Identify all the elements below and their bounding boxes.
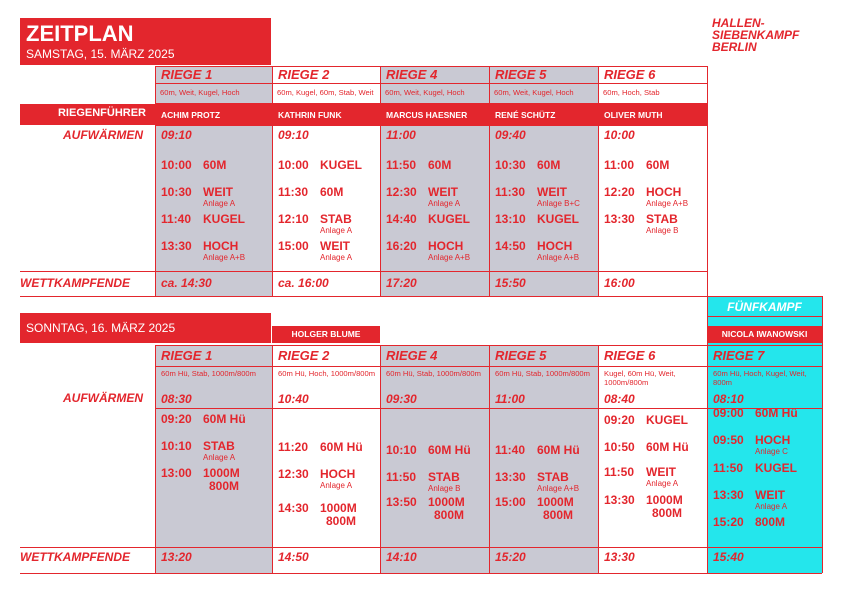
event-discipline: WEIT bbox=[203, 185, 233, 199]
schedule-event bbox=[386, 213, 470, 226]
sunday-leader-right: NICOLA IWANOWSKI bbox=[721, 329, 808, 339]
schedule-event bbox=[278, 502, 357, 528]
event-discipline: WEIT bbox=[646, 465, 676, 479]
event-time: 13:30 bbox=[604, 212, 635, 226]
event-discipline: KUGEL bbox=[320, 158, 362, 172]
riege-disciplines: 60m Hü, Stab, 1000m/800m bbox=[495, 369, 590, 378]
schedule-event bbox=[278, 186, 343, 199]
event-discipline: 60M Hü bbox=[537, 443, 580, 457]
riege-name: RIEGE 1 bbox=[161, 67, 213, 82]
event-discipline-block bbox=[646, 494, 683, 520]
schedule-event bbox=[604, 159, 669, 172]
schedule-event bbox=[495, 240, 579, 262]
event-discipline: 1000M bbox=[646, 493, 683, 507]
logo-line-1: HALLEN- bbox=[712, 16, 765, 30]
grid-line bbox=[155, 83, 707, 84]
event-time: 10:10 bbox=[161, 439, 192, 453]
event-discipline: WEIT bbox=[428, 185, 458, 199]
warmup-time: 08:10 bbox=[713, 392, 744, 406]
event-discipline: KUGEL bbox=[755, 461, 797, 475]
schedule-event bbox=[604, 441, 689, 454]
event-time: 11:40 bbox=[161, 212, 192, 226]
event-venue: Anlage A bbox=[320, 253, 353, 262]
grid-line bbox=[155, 66, 156, 296]
riege-name: RIEGE 4 bbox=[386, 348, 438, 363]
event-discipline-block bbox=[428, 444, 471, 457]
event-time: 13:30 bbox=[604, 493, 635, 507]
event-venue: Anlage A bbox=[203, 199, 236, 208]
grid-line bbox=[155, 345, 156, 573]
grey-column-bg bbox=[489, 345, 598, 573]
riege-name: RIEGE 7 bbox=[713, 348, 765, 363]
schedule-event bbox=[713, 489, 787, 511]
riege-disciplines: Kugel, 60m Hü, Weit, 1000m/800m bbox=[604, 369, 676, 387]
schedule-event bbox=[713, 462, 797, 475]
schedule-event bbox=[713, 407, 798, 420]
schedule-event bbox=[604, 466, 678, 488]
riege-name: RIEGE 6 bbox=[604, 67, 656, 82]
event-venue: Anlage A+B bbox=[428, 253, 471, 262]
saturday-date: SAMSTAG, 15. MÄRZ 2025 bbox=[26, 47, 175, 61]
schedule-event bbox=[386, 186, 460, 208]
event-venue: Anlage B+C bbox=[537, 199, 580, 208]
riege-name: RIEGE 5 bbox=[495, 348, 547, 363]
event-discipline-block bbox=[646, 466, 676, 479]
sunday-leader-box bbox=[272, 326, 380, 343]
schedule-event bbox=[161, 440, 235, 462]
schedule-event bbox=[161, 240, 245, 262]
event-discipline: WEIT bbox=[320, 239, 350, 253]
event-time: 14:40 bbox=[386, 212, 417, 226]
event-time: 11:50 bbox=[386, 158, 417, 172]
event-discipline-block bbox=[320, 502, 357, 528]
schedule-event bbox=[713, 434, 790, 456]
grid-line bbox=[380, 345, 381, 573]
event-time: 12:20 bbox=[604, 185, 635, 199]
grid-line bbox=[272, 66, 273, 296]
event-discipline: HOCH bbox=[428, 239, 464, 253]
grid-line bbox=[489, 345, 490, 573]
grid-line bbox=[155, 125, 707, 126]
event-discipline-block bbox=[646, 414, 688, 427]
riege-disciplines: 60m Hü, Stab, 1000m/800m bbox=[161, 369, 256, 378]
event-discipline: KUGEL bbox=[203, 212, 245, 226]
schedule-event bbox=[161, 413, 246, 426]
schedule-event bbox=[604, 186, 688, 208]
event-discipline: HOCH bbox=[203, 239, 239, 253]
schedule-event bbox=[495, 444, 580, 457]
event-discipline-block bbox=[755, 462, 797, 475]
event-discipline: 60M Hü bbox=[755, 406, 798, 420]
event-discipline: WEIT bbox=[755, 488, 785, 502]
warmup-time: 11:00 bbox=[386, 128, 416, 142]
schedule-event bbox=[604, 494, 683, 520]
logo-line-2: SIEBENKAMPF bbox=[712, 28, 800, 42]
schedule-event bbox=[495, 213, 579, 226]
end-time: ca. 16:00 bbox=[278, 276, 329, 290]
event-venue: Anlage A bbox=[203, 453, 236, 462]
riege-name: RIEGE 6 bbox=[604, 348, 656, 363]
event-time: 11:50 bbox=[386, 470, 417, 484]
fuenfkampf-label: FÜNFKAMPF bbox=[727, 300, 802, 314]
event-discipline: 60M bbox=[428, 158, 452, 172]
schedule-event bbox=[278, 441, 363, 454]
event-discipline: 60M bbox=[320, 185, 344, 199]
event-discipline: 60M bbox=[203, 158, 227, 172]
riege-name: RIEGE 4 bbox=[386, 67, 438, 82]
schedule-event bbox=[604, 414, 688, 427]
event-discipline-block bbox=[320, 468, 355, 481]
riege-leader: KATHRIN FUNK bbox=[278, 110, 342, 120]
grid-line bbox=[707, 66, 708, 296]
warmup-time: 11:00 bbox=[495, 392, 525, 406]
warmup-time: 09:10 bbox=[161, 128, 192, 142]
event-time: 16:20 bbox=[386, 239, 417, 253]
riege-disciplines: 60m, Weit, Kugel, Hoch bbox=[494, 88, 574, 97]
event-time: 11:20 bbox=[278, 440, 309, 454]
event-discipline: WEIT bbox=[537, 185, 567, 199]
sunday-date: SONNTAG, 16. MÄRZ 2025 bbox=[26, 321, 176, 335]
event-discipline: KUGEL bbox=[646, 413, 688, 427]
end-time: 16:00 bbox=[604, 276, 635, 290]
event-discipline-block bbox=[203, 440, 235, 453]
schedule-event bbox=[278, 159, 362, 172]
schedule-event bbox=[386, 240, 470, 262]
event-discipline-alt: 800M bbox=[434, 508, 465, 522]
sunday-date-banner bbox=[20, 313, 271, 343]
end-time: 17:20 bbox=[386, 276, 417, 290]
event-discipline-block bbox=[755, 516, 785, 529]
event-discipline: HOCH bbox=[320, 467, 356, 481]
schedule-event bbox=[161, 159, 226, 172]
riege-name: RIEGE 1 bbox=[161, 348, 213, 363]
end-time: 15:50 bbox=[495, 276, 526, 290]
warmup-row-label: AUFWÄRMEN bbox=[63, 128, 143, 142]
warmup-time: 10:40 bbox=[278, 392, 309, 406]
grid-line bbox=[155, 103, 707, 104]
event-discipline-block bbox=[537, 444, 580, 457]
schedule-event bbox=[161, 186, 235, 208]
event-time: 13:00 bbox=[161, 466, 192, 480]
event-venue: Anlage A bbox=[320, 481, 353, 490]
event-time: 09:20 bbox=[161, 412, 192, 426]
event-time: 13:30 bbox=[161, 239, 192, 253]
schedule-event bbox=[495, 186, 580, 208]
event-discipline-block bbox=[203, 467, 240, 493]
end-time: 13:30 bbox=[604, 550, 635, 564]
riege-name: RIEGE 2 bbox=[278, 67, 330, 82]
title-banner bbox=[20, 18, 271, 65]
schedule-event bbox=[495, 496, 574, 522]
event-venue: Anlage A+B bbox=[646, 199, 689, 208]
event-venue: Anlage A bbox=[646, 479, 679, 488]
event-discipline: 1000M bbox=[320, 501, 357, 515]
event-discipline-block bbox=[428, 471, 460, 484]
end-time: 13:20 bbox=[161, 550, 192, 564]
warmup-time: 10:00 bbox=[604, 128, 635, 142]
event-time: 11:30 bbox=[278, 185, 309, 199]
riege-disciplines: 60m Hü, Stab, 1000m/800m bbox=[386, 369, 481, 378]
event-discipline-block bbox=[755, 434, 790, 447]
event-discipline-block bbox=[755, 489, 785, 502]
event-discipline-block bbox=[537, 496, 574, 522]
event-logo bbox=[712, 17, 832, 53]
warmup-time: 09:40 bbox=[495, 128, 526, 142]
event-time: 11:00 bbox=[604, 158, 635, 172]
end-row-label: WETTKAMPFENDE bbox=[20, 276, 130, 290]
event-venue: Anlage A+B bbox=[203, 253, 246, 262]
event-discipline: STAB bbox=[646, 212, 678, 226]
event-time: 10:30 bbox=[495, 158, 526, 172]
event-time: 09:00 bbox=[713, 406, 744, 420]
event-discipline-block bbox=[428, 496, 465, 522]
grid-line bbox=[20, 296, 707, 297]
event-discipline-alt: 800M bbox=[652, 506, 683, 520]
riege-disciplines: 60m Hü, Hoch, Kugel, Weit, 800m bbox=[713, 369, 807, 387]
grid-line bbox=[20, 547, 822, 548]
event-discipline-alt: 800M bbox=[326, 514, 357, 528]
schedule-event bbox=[386, 496, 465, 522]
end-time: 14:50 bbox=[278, 550, 309, 564]
grid-line bbox=[489, 66, 490, 296]
riege-disciplines: 60m, Weit, Kugel, Hoch bbox=[160, 88, 240, 97]
event-time: 11:40 bbox=[495, 443, 526, 457]
warmup-row-label: AUFWÄRMEN bbox=[63, 391, 143, 405]
event-discipline-block bbox=[320, 441, 363, 454]
end-time: 15:40 bbox=[713, 550, 744, 564]
event-discipline-block bbox=[755, 407, 798, 420]
event-discipline: STAB bbox=[320, 212, 352, 226]
schedule-event bbox=[495, 159, 560, 172]
riege-name: RIEGE 2 bbox=[278, 348, 330, 363]
event-discipline: 60M Hü bbox=[428, 443, 471, 457]
riege-disciplines: 60m, Kugel, 60m, Stab, Weit bbox=[277, 88, 374, 97]
event-discipline: 60M bbox=[537, 158, 561, 172]
riege-leader: RENÉ SCHÜTZ bbox=[495, 110, 556, 120]
event-discipline-alt: 800M bbox=[209, 479, 240, 493]
schedule-event bbox=[386, 471, 460, 493]
event-time: 10:30 bbox=[161, 185, 192, 199]
riege-disciplines: 60m, Weit, Kugel, Hoch bbox=[385, 88, 465, 97]
schedule-event bbox=[713, 516, 785, 529]
logo-line-3: BERLIN bbox=[712, 40, 757, 54]
schedule-event bbox=[278, 468, 355, 490]
event-time: 12:30 bbox=[278, 467, 309, 481]
grid-line bbox=[822, 345, 823, 573]
event-venue: Anlage B bbox=[428, 484, 461, 493]
grid-line bbox=[707, 296, 822, 297]
riege-leader: ACHIM PROTZ bbox=[161, 110, 221, 120]
event-venue: Anlage C bbox=[755, 447, 788, 456]
event-discipline: STAB bbox=[428, 470, 460, 484]
event-time: 10:00 bbox=[278, 158, 309, 172]
event-time: 12:30 bbox=[386, 185, 417, 199]
grid-line bbox=[598, 345, 599, 573]
warmup-time: 09:30 bbox=[386, 392, 417, 406]
event-discipline: HOCH bbox=[537, 239, 573, 253]
schedule-event bbox=[604, 213, 678, 235]
schedule-event bbox=[278, 240, 352, 262]
event-venue: Anlage A bbox=[320, 226, 353, 235]
event-venue: Anlage A bbox=[755, 502, 788, 511]
event-time: 09:20 bbox=[604, 413, 635, 427]
end-time: ca. 14:30 bbox=[161, 276, 212, 290]
event-time: 15:20 bbox=[713, 515, 744, 529]
event-discipline: 60M Hü bbox=[320, 440, 363, 454]
event-time: 10:50 bbox=[604, 440, 635, 454]
event-time: 13:10 bbox=[495, 212, 526, 226]
event-time: 13:50 bbox=[386, 495, 417, 509]
event-discipline: HOCH bbox=[646, 185, 682, 199]
riege-disciplines: 60m, Hoch, Stab bbox=[603, 88, 660, 97]
sunday-leader-left: HOLGER BLUME bbox=[291, 329, 361, 339]
schedule-event bbox=[386, 444, 471, 457]
grid-line bbox=[822, 296, 823, 346]
warmup-time: 09:10 bbox=[278, 128, 309, 142]
event-discipline: 1000M bbox=[203, 466, 240, 480]
grid-line bbox=[598, 66, 599, 296]
event-discipline: 1000M bbox=[537, 495, 574, 509]
event-discipline-block bbox=[203, 413, 246, 426]
leaders-row-label: RIEGENFÜHRER bbox=[57, 107, 146, 119]
schedule-event bbox=[386, 159, 451, 172]
event-discipline-block bbox=[646, 441, 689, 454]
event-time: 14:50 bbox=[495, 239, 526, 253]
event-discipline: 1000M bbox=[428, 495, 465, 509]
event-discipline: 800M bbox=[755, 515, 786, 529]
riege-name: RIEGE 5 bbox=[495, 67, 547, 82]
sunday-leader-box bbox=[707, 326, 822, 343]
event-venue: Anlage A bbox=[428, 199, 461, 208]
event-discipline: HOCH bbox=[755, 433, 791, 447]
riege-leader: MARCUS HAESNER bbox=[386, 110, 468, 120]
grid-line bbox=[20, 271, 707, 272]
event-time: 15:00 bbox=[278, 239, 309, 253]
event-time: 14:30 bbox=[278, 501, 309, 515]
grid-line bbox=[707, 345, 708, 573]
event-time: 11:30 bbox=[495, 185, 526, 199]
schedule-event bbox=[278, 213, 352, 235]
event-time: 12:10 bbox=[278, 212, 309, 226]
event-time: 10:00 bbox=[161, 158, 192, 172]
grey-column-bg bbox=[380, 345, 489, 573]
end-time: 15:20 bbox=[495, 550, 526, 564]
event-discipline: 60M Hü bbox=[203, 412, 246, 426]
event-time: 11:50 bbox=[604, 465, 635, 479]
event-time: 13:30 bbox=[713, 488, 744, 502]
event-discipline: KUGEL bbox=[428, 212, 470, 226]
event-discipline-alt: 800M bbox=[543, 508, 574, 522]
event-venue: Anlage A+B bbox=[537, 484, 580, 493]
end-row-label: WETTKAMPFENDE bbox=[20, 550, 130, 564]
event-discipline: KUGEL bbox=[537, 212, 579, 226]
grid-line bbox=[380, 66, 381, 296]
riege-disciplines: 60m Hü, Hoch, 1000m/800m bbox=[278, 369, 376, 378]
event-time: 09:50 bbox=[713, 433, 744, 447]
event-time: 11:50 bbox=[713, 461, 744, 475]
event-time: 13:30 bbox=[495, 470, 526, 484]
riege-leader: OLIVER MUTH bbox=[604, 110, 663, 120]
event-time: 10:10 bbox=[386, 443, 417, 457]
grid-line bbox=[272, 345, 273, 573]
schedule-event bbox=[495, 471, 579, 493]
page-title: ZEITPLAN bbox=[26, 21, 134, 46]
warmup-time: 08:30 bbox=[161, 392, 192, 406]
schedule-event bbox=[161, 467, 240, 493]
event-discipline: STAB bbox=[203, 439, 235, 453]
event-time: 15:00 bbox=[495, 495, 526, 509]
event-discipline: STAB bbox=[537, 470, 569, 484]
event-discipline: 60M bbox=[646, 158, 670, 172]
event-venue: Anlage B bbox=[646, 226, 679, 235]
grid-line bbox=[20, 573, 822, 574]
schedule-event bbox=[161, 213, 245, 226]
grid-line bbox=[707, 316, 822, 317]
end-time: 14:10 bbox=[386, 550, 417, 564]
event-discipline: 60M Hü bbox=[646, 440, 689, 454]
event-discipline-block bbox=[537, 471, 569, 484]
grid-line bbox=[707, 296, 708, 346]
event-venue: Anlage A+B bbox=[537, 253, 580, 262]
warmup-time: 08:40 bbox=[604, 392, 635, 406]
